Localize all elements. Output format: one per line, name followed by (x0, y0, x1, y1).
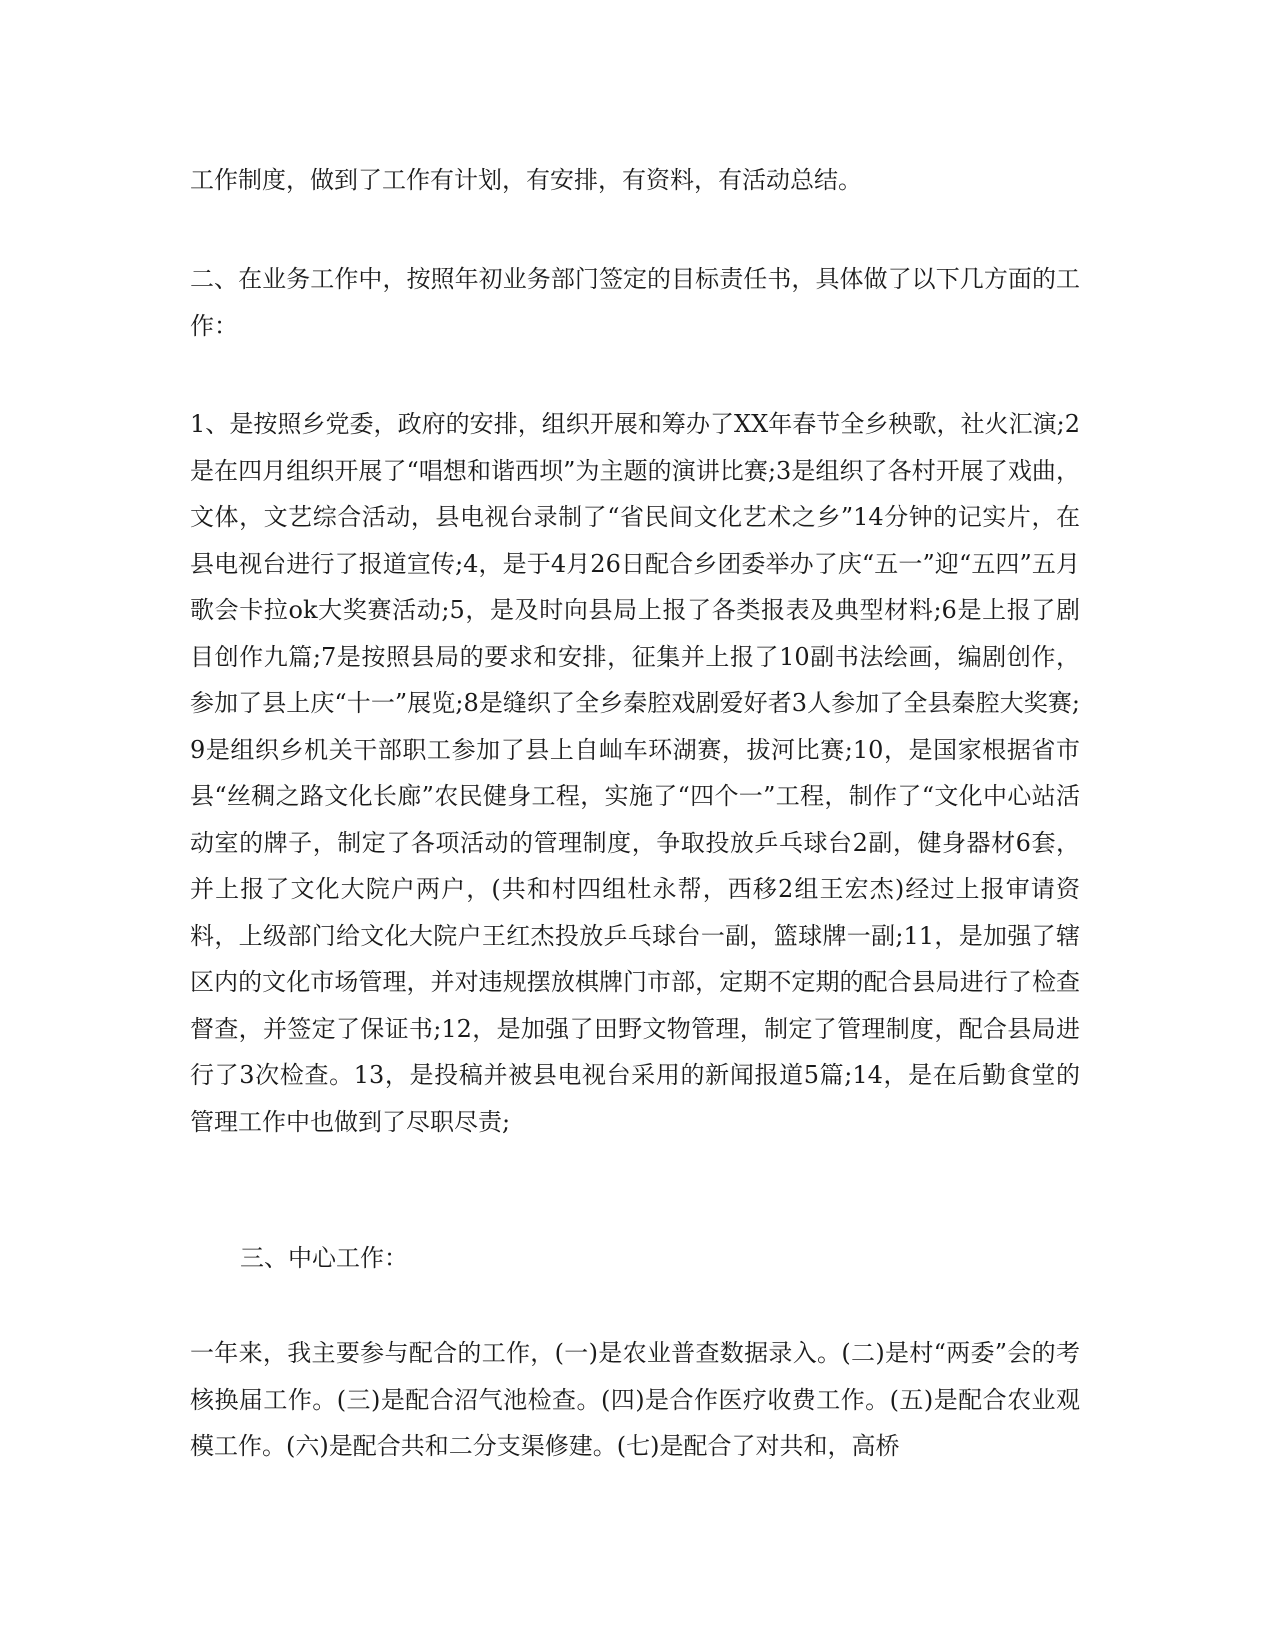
paragraph-central-work: 一年来，我主要参与配合的工作，(一)是农业普查数据录入。(二)是村“两委”会的考核换届工作。(三)是配合沼气池检查。(四)是合作医疗收费工作。(五)是配合农业观模工作。(六)是配合共和二分支渠修建。(七)是配合了对共和，高桥 (190, 1339, 1080, 1460)
paragraph-work-system: 工作制度，做到了工作有计划，有安排，有资料，有活动总结。 (190, 166, 862, 194)
paragraph-section-two-heading: 二、在业务工作中，按照年初业务部门签定的目标责任书，具体做了以下几方面的工作： (190, 265, 1080, 340)
paragraph-section-three-heading: 三、中心工作： (240, 1244, 408, 1272)
paragraph-business-work-list: 1、是按照乡党委，政府的安排，组织开展和筹办了XX年春节全乡秧歌，社火汇演;2是在四月组织开展了“唱想和谐西坝”为主题的演讲比赛;3是组织了各村开展了戏曲，文体，文艺综合活动，县电视台录制了“省民间文化艺术之乡”14分钟的记实片，在县电视台进行了报道宣传;4，是于4月26日配合乡团委举办了庆“五一”迎“五四”五月歌会卡拉ok大奖赛活动;5，是及时向县局上报了各类报表及典型材料;6是上报了剧目创作九篇;7是按照县局的要求和安排，征集并上报了10副书法绘画，编剧创作，参加了县上庆“十一”展览;8是缝织了全乡秦腔戏剧爱好者3人参加了全县秦腔大奖赛;9是组织乡机关干部职工参加了县上自屾车环湖赛，拔河比赛;10，是国家根据省市县“丝稠之路文化长廊”农民健身工程，实施了“四个一”工程，制作了“文化中心站活动室的牌子，制定了各项活动的管理制度，争取投放乒乓球台2副，健身器材6套，并上报了文化大院户两户，(共和村四组杜永帮，西移2组王宏杰)经过上报审请资料，上级部门给文化大院户王红杰投放乒乓球台一副，篮球牌一副;11，是加强了辖区内的文化市场管理，并对违规摆放棋牌门市部，定期不定期的配合县局进行了检查督查，并签定了保证书;12，是加强了田野文物管理，制定了管理制度，配合县局进行了3次检查。13，是投稿并被县电视台采用的新闻报道5篇;14，是在后勤食堂的管理工作中也做到了尽职尽责; (190, 410, 1080, 1136)
